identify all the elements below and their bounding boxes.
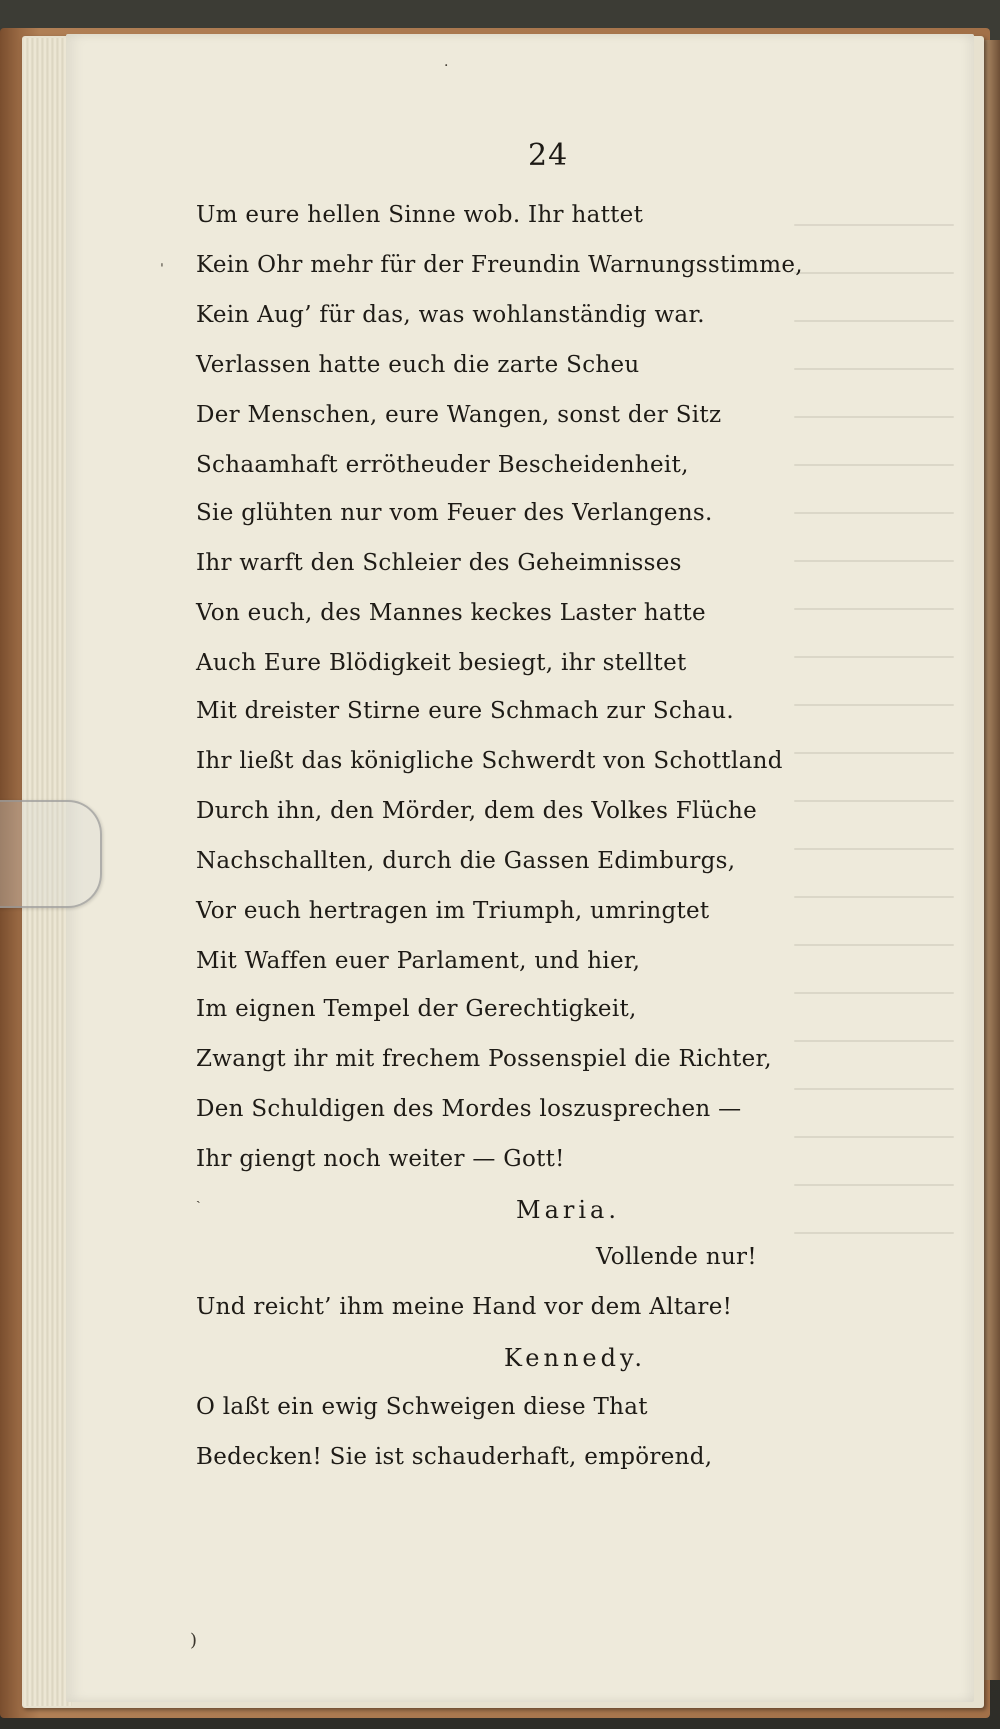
ink-speck: ) <box>190 1630 198 1651</box>
verse-line: Sie glühten nur vom Feuer des Verlangens. <box>196 500 713 526</box>
verse-line: Der Menschen, eure Wangen, sonst der Sitz <box>196 402 722 428</box>
verse-line: Kein Aug’ für das, was wohlanständig war. <box>196 302 705 328</box>
verse-line: Von euch, des Mannes keckes Laster hatte <box>196 600 706 626</box>
page-number: 24 <box>528 138 569 173</box>
verse-line: Vor euch hertragen im Triumph, umringtet <box>196 898 710 924</box>
verse-line: Im eignen Tempel der Gerechtigkeit, <box>196 996 637 1022</box>
verse-line: Bedecken! Sie ist schauderhaft, empörend, <box>196 1444 713 1470</box>
verse-line: Zwangt ihr mit frechem Possenspiel die Richter, <box>196 1046 772 1072</box>
verse-line: Schaamhaft errötheuder Bescheidenheit, <box>196 452 689 478</box>
verse-line: Ihr ließt das königliche Schwerdt von Schottland <box>196 748 783 774</box>
verse-line: Nachschallten, durch die Gassen Edimburgs, <box>196 848 736 874</box>
ink-speck: · <box>444 58 449 74</box>
verse-line: Kein Ohr mehr für der Freundin Warnungsstimme, <box>196 252 803 278</box>
verse-line: Auch Eure Blödigkeit besiegt, ihr stelltet <box>196 650 687 676</box>
verse-line: Mit Waffen euer Parlament, und hier, <box>196 948 641 974</box>
show-through-text <box>794 224 954 1284</box>
verse-line: Ihr giengt noch weiter — Gott! <box>196 1146 565 1172</box>
verse-line: O laßt ein ewig Schweigen diese That <box>196 1394 648 1420</box>
verse-line: Ihr warft den Schleier des Geheimnisses <box>196 550 682 576</box>
verse-line: Mit dreister Stirne eure Schmach zur Schau. <box>196 698 734 724</box>
verse-line: Um eure hellen Sinne wob. Ihr hattet <box>196 202 644 228</box>
verse-line: Und reicht’ ihm meine Hand vor dem Altare! <box>196 1294 733 1320</box>
paper-clip <box>0 800 102 908</box>
ink-speck: ˎ <box>196 1188 201 1204</box>
verse-line: Vollende nur! <box>596 1244 757 1270</box>
speaker-name: Maria. <box>516 1196 620 1224</box>
verse-line: Verlassen hatte euch die zarte Scheu <box>196 352 640 378</box>
verse-line: Den Schuldigen des Mordes loszusprechen — <box>196 1096 742 1122</box>
ink-speck: ˈ <box>160 262 164 278</box>
speaker-name: Kennedy. <box>504 1344 646 1372</box>
verse-line: Durch ihn, den Mörder, dem des Volkes Flüche <box>196 798 758 824</box>
